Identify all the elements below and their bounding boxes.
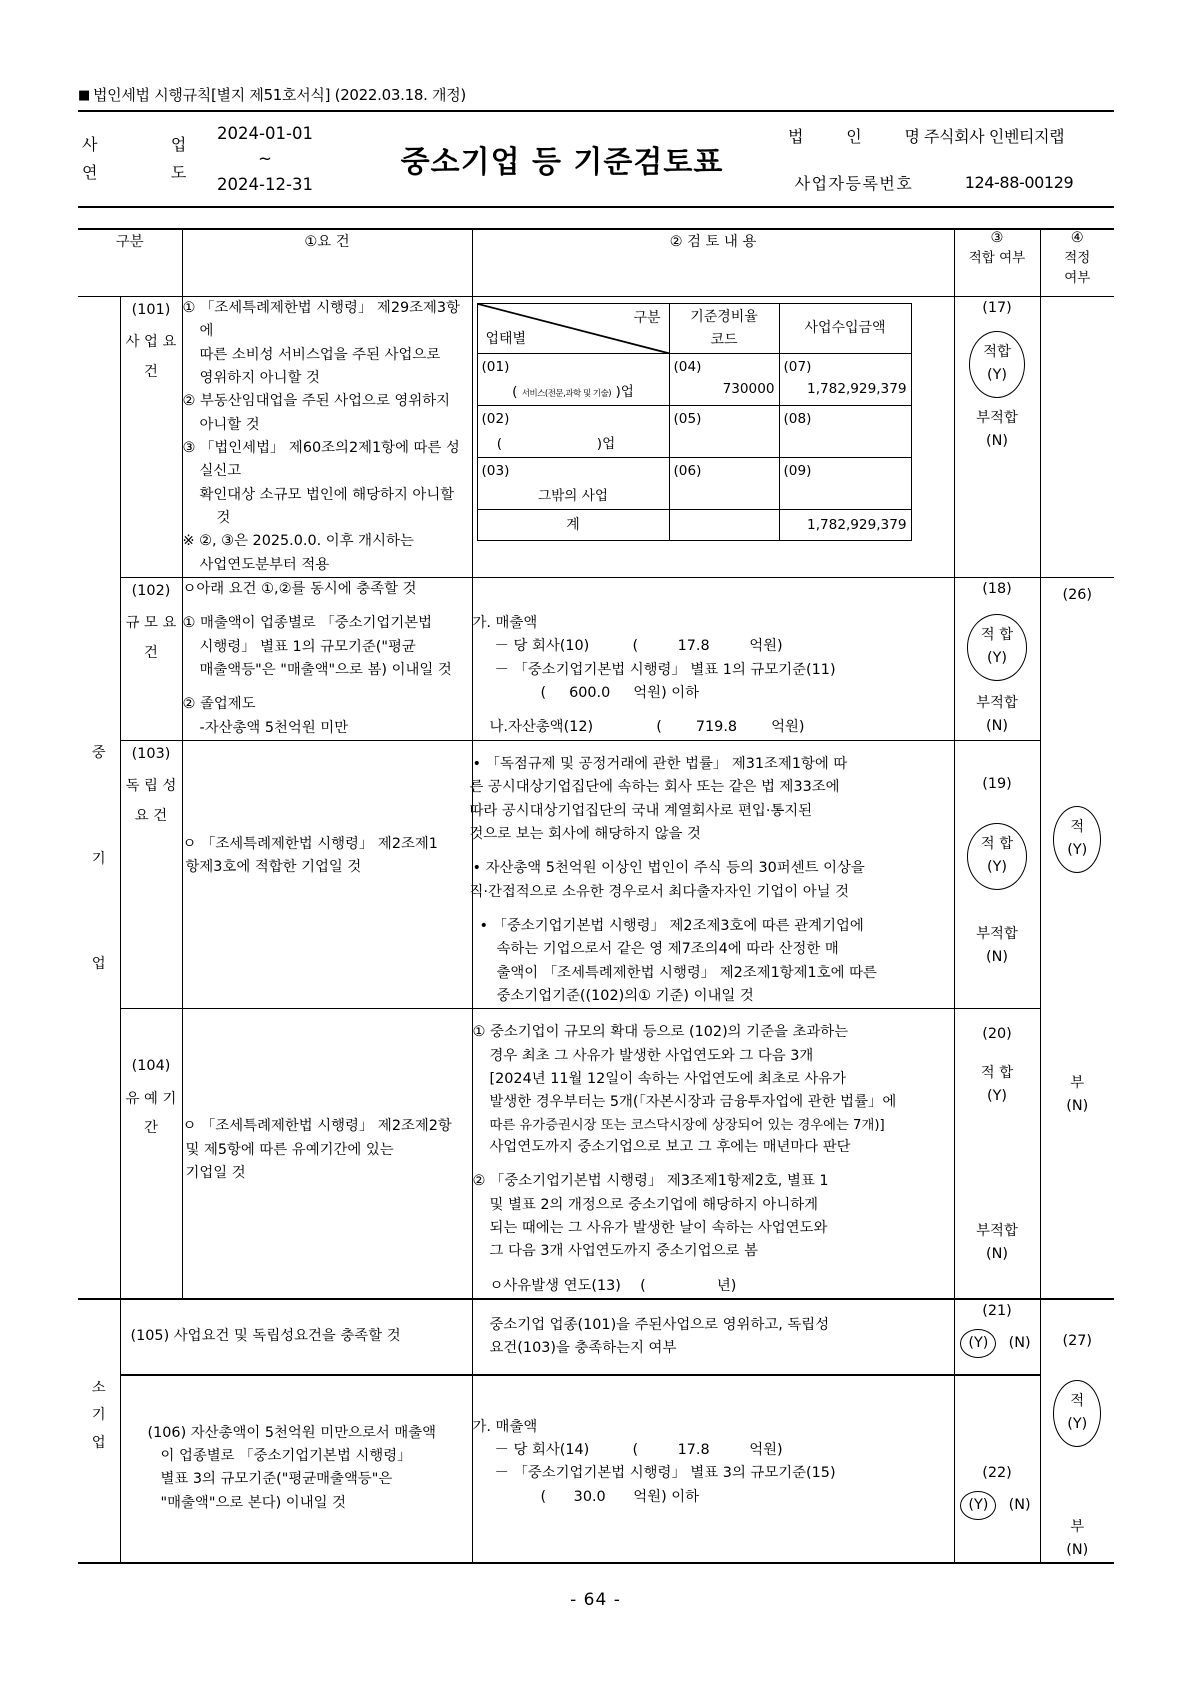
group-col-mid-2 xyxy=(78,740,120,1008)
row-104-fit-no[interactable]: 부적합 (N) xyxy=(976,1223,1018,1263)
fy-label-char1: 사 xyxy=(82,135,98,154)
row-104-number: (104) 유 예 기 간 xyxy=(120,1009,182,1299)
form-note xyxy=(78,84,466,105)
row-102-number: (102) 규 모 요 건 xyxy=(120,577,182,740)
inner-head-code: 기준경비율 코드 xyxy=(669,304,779,354)
inner-total-label: 계 xyxy=(477,510,669,541)
inner-head-gubun: 구분 xyxy=(633,310,661,326)
row-106-standard-value: 30.0 xyxy=(573,1488,606,1505)
row-102-company-sales-value: 17.8 xyxy=(677,638,710,655)
group-col-small-1 xyxy=(78,1299,120,1375)
row-106 xyxy=(78,1375,1114,1563)
row-101-number: (101) 사 업 요 건 xyxy=(120,297,182,578)
inner-row-total xyxy=(477,510,911,541)
inner-row-01 xyxy=(477,354,911,406)
inner-head-uptae: 업태별 xyxy=(485,330,527,347)
row-106-company-sales-label: － 당 회사(14) xyxy=(494,1442,590,1459)
col-header-requirement: ①요 건 xyxy=(182,229,472,297)
row-102-fit-number: (18) xyxy=(982,580,1012,597)
group-mid-char3: 업 xyxy=(91,956,106,973)
adequate-26-number: (26) xyxy=(1062,586,1093,603)
inner-head-amount: 사업수입금액 xyxy=(779,304,911,354)
row-102 xyxy=(78,577,1114,740)
fy-label-char2: 업 xyxy=(170,135,186,154)
group-small-char1: 소 xyxy=(91,1379,106,1396)
row-105-fit-number: (21) xyxy=(982,1303,1012,1319)
row-101-adequate xyxy=(1040,297,1114,578)
row-103-vlabel: 독 립 성 요 건 xyxy=(125,778,177,824)
fy-label-char3: 연 xyxy=(82,163,98,182)
inner-row3-code: (06) xyxy=(669,458,779,510)
row-105-fit-no[interactable]: (N) xyxy=(1008,1335,1031,1352)
row-104-fit-yes[interactable]: 적 합 (Y) xyxy=(980,1065,1014,1105)
row-102-assets-label: 나.자산총액(12) xyxy=(489,719,594,736)
group-col-spacer-101 xyxy=(78,297,120,578)
row-103-review: • 「독점규제 및 공정거래에 관한 법률」 제31조제1항에 따 른 공시대상기업집단에 속하는 회사 또는 같은 법 제33조에 따라 공시대상기업집단의 국내 계열회사로 편입·통지된 것으로 보는 회사에 해당하지 않을 것 • 자산총액 5천억원 이상인 법인이 주식 등의 30퍼센트 이상을 직·간접적으로 소유한 경우로서 최다출자자인 기업이 아닐 것 • 「중소기업기본법 시행령」 제2조제3호에 따른 관계기업에 속하는 기업으로서 같은 영 제7조의4에 따라 산정한 매 출액이 「조세특례제한법 시행령」 제2조제1항제1호에 따른 중소기업기준((102)의① 기준) 이내일 것 xyxy=(472,740,954,1008)
row-102-requirement: ㅇ아래 요건 ①,②를 동시에 충족할 것 ① 매출액이 업종별로 「중소기업기본법 시행령」 별표 1의 규모기준("평균 매출액등"은 "매출액"으로 봄) 이내일 것 ② 졸업제도 -자산총액 5천억원 미만 xyxy=(182,577,472,740)
biz-no-label xyxy=(784,159,924,207)
row-101-fit-no[interactable]: 부적합 (N) xyxy=(976,409,1018,449)
row-105-fit-yes[interactable]: (Y) xyxy=(963,1331,993,1356)
inner-header-row xyxy=(477,304,911,354)
business-income-table xyxy=(477,303,912,541)
inner-total-amount: 1,782,929,379 xyxy=(779,510,911,541)
row-102-fit-yes[interactable]: 적 합 (Y) xyxy=(969,615,1025,680)
row-102-assets-value: 719.8 xyxy=(695,719,738,736)
biz-no-label-text: 사업자등록번호 xyxy=(794,174,914,193)
row-106-requirement: (106) 자산총액이 5천억원 미만으로서 매출액 이 업종별로 「중소기업기본법 시행령」 별표 3의 규모기준("평균매출액등"은 "매출액"으로 본다) 이내일 것 xyxy=(120,1375,472,1563)
inner-row-02 xyxy=(477,406,911,458)
biz-no-value: 124-88-00129 xyxy=(924,159,1114,207)
inner-row1-code: (04) 730000 xyxy=(669,354,779,406)
header-table xyxy=(78,110,1114,208)
adequate-27-yes[interactable]: 적 (Y) xyxy=(1055,1381,1099,1446)
row1-amount-value: 1,782,929,379 xyxy=(807,381,907,398)
criteria-table xyxy=(78,228,1114,1564)
group-small-char3: 업 xyxy=(91,1434,106,1451)
row-104-vlabel: 유 예 기 간 xyxy=(125,1090,177,1137)
inner-row-03 xyxy=(477,458,911,510)
row-103 xyxy=(78,740,1114,1008)
col-header-fit: ③ 적합 여부 xyxy=(954,229,1040,297)
row-102-standard-value: 600.0 xyxy=(569,684,611,701)
group-small-char2: 기 xyxy=(91,1407,106,1424)
corp-name-value: 주식회사 인벤티지랩 xyxy=(924,111,1114,159)
row-103-fit-no[interactable]: 부적합 (N) xyxy=(976,925,1018,965)
document-title-cell xyxy=(340,111,784,207)
row1-code-value: 730000 xyxy=(722,381,775,398)
row-106-fit[interactable] xyxy=(954,1375,1040,1563)
corp-label-char1: 법 xyxy=(788,127,804,146)
corp-label-char3: 명 xyxy=(904,127,920,146)
row-105-requirement: (105) 사업요건 및 독립성요건을 충족할 것 xyxy=(120,1299,472,1375)
row-102-review: 가. 매출액 － 당 회사(10) ( 17.8 억원) － 「중소기업기본법 시행령」 별표 1의 규모기준(11) ( 600.0 억원) 이하 나.자산총액(12) ( 719.8 억원) xyxy=(472,577,954,740)
row-105-fit-marks[interactable] xyxy=(955,1331,1040,1356)
inner-row3-amount: (09) xyxy=(779,458,911,510)
row-106-fit-yes[interactable]: (Y) xyxy=(963,1493,993,1518)
col-header-review: ② 검 토 내 용 xyxy=(472,229,954,297)
row-105-adequate[interactable] xyxy=(1040,1299,1114,1563)
row-101-fit-number: (17) xyxy=(982,300,1012,316)
inner-row1-amount: (07) 1,782,929,379 xyxy=(779,354,911,406)
row-101-fit-yes[interactable]: 적합 (Y) xyxy=(971,332,1023,397)
row-101-requirement: ① 「조세특례제한법 시행령」 제29조제3항에 따른 소비성 서비스업을 주된 사업으로 영위하지 아니할 것 ② 부동산임대업을 주된 사업으로 영위하지 아니할 것 ③ 「법인세법」 제60조의2제1항에 따른 성실신고 확인대상 소규모 법인에 해당하지 아니할 것 ※ ②, ③은 2025.0.0. 이후 개시하는 사업연도분부터 적용 xyxy=(182,297,472,578)
row-106-fit-marks[interactable] xyxy=(955,1493,1040,1518)
table-header-row xyxy=(78,229,1114,297)
group-mid-char1: 중 xyxy=(91,745,106,762)
row-105 xyxy=(78,1299,1114,1375)
row-101-fit[interactable] xyxy=(954,297,1040,578)
inner-total-code xyxy=(669,510,779,541)
row-106-review: 가. 매출액 － 당 회사(14) ( 17.8 억원) － 「중소기업기본법 시행령」 별표 3의 규모기준(15) ( 30.0 억원) 이하 xyxy=(472,1375,954,1563)
row-103-requirement: ㅇ 「조세특례제한법 시행령」 제2조제1 항제3호에 적합한 기업일 것 xyxy=(182,740,472,1008)
fy-label-char4: 도 xyxy=(170,163,186,182)
row-104-fit[interactable] xyxy=(954,1009,1040,1299)
row-104 xyxy=(78,1009,1114,1299)
inner-row3-biz: (03) 그밖의 사업 xyxy=(477,458,669,510)
row-102-adequate[interactable] xyxy=(1040,577,1114,1299)
row1-biz-type: 서비스(전문,과학 및 기술) xyxy=(521,389,612,400)
row-101-review xyxy=(472,297,954,578)
col-header-adequate: ④ 적정 여부 xyxy=(1040,229,1114,297)
row-104-requirement: ㅇ 「조세특례제한법 시행령」 제2조제2항 및 제5항에 따른 유예기간에 있는 기업일 것 xyxy=(182,1009,472,1299)
row-106-company-sales-value: 17.8 xyxy=(677,1442,710,1459)
fiscal-year-label xyxy=(78,111,190,207)
row-103-fit[interactable] xyxy=(954,740,1040,1008)
fiscal-year-value xyxy=(190,111,340,207)
form-note-text: 법인세법 시행규칙[별지 제51호서식] (2022.03.18. 개정) xyxy=(92,86,466,104)
row-106-fit-number: (22) xyxy=(982,1464,1012,1481)
adequate-26-yes[interactable]: 적 (Y) xyxy=(1055,807,1099,872)
fiscal-year-tilde: ~ xyxy=(258,149,272,169)
inner-row2-amount: (08) xyxy=(779,406,911,458)
group-mid-char2: 기 xyxy=(91,850,106,867)
row-102-fit[interactable] xyxy=(954,577,1040,740)
row-103-number: (103) 독 립 성 요 건 xyxy=(120,740,182,1008)
row-101 xyxy=(78,297,1114,578)
col-header-gubun: 구분 xyxy=(78,229,182,297)
row-101-vlabel: 사 업 요 건 xyxy=(125,334,177,380)
bullet-square-icon: ■ xyxy=(78,88,90,103)
row-103-fit-yes[interactable]: 적 합 (Y) xyxy=(969,824,1025,889)
adequate-26-no[interactable]: 부 (N) xyxy=(1066,1074,1089,1114)
fiscal-year-end: 2024-12-31 xyxy=(217,174,313,194)
row-105-fit[interactable] xyxy=(954,1299,1040,1375)
row-103-fit-number: (19) xyxy=(982,775,1012,792)
row-102-vlabel: 규 모 요 건 xyxy=(125,615,177,661)
adequate-27-no[interactable]: 부 (N) xyxy=(1066,1518,1089,1558)
page-number: - 64 - xyxy=(570,1590,621,1610)
row-102-fit-no[interactable]: 부적합 (N) xyxy=(976,694,1018,734)
inner-gubun-uptae-cell xyxy=(477,304,669,354)
row-104-review: ① 중소기업이 규모의 확대 등으로 (102)의 기준을 초과하는 경우 최초 그 사유가 발생한 사업연도와 그 다음 3개 [2024년 11월 12일이 속하는 사업연도에 최초로 사유가 발생한 경우부터는 5개(「자본시장과 금융투자업에 관한 법률」에 따른 유가증권시장 또는 코스닥시장에 상장되어 있는 경우에는 7개)] 사업연도까지 중소기업으로 보고 그 후에는 매년마다 판단 ② 「중소기업기본법 시행령」 제3조제1항제2호, 별표 1 및 별표 2의 개정으로 중소기업에 해당하지 아니하게 되는 때에는 그 사유가 발생한 날이 속하는 사업연도와 그 다음 3개 사업연도까지 중소기업으로 봄 ㅇ사유발생 연도(13) ( 년) xyxy=(472,1009,954,1299)
row-105-review: 중소기업 업종(101)을 주된사업으로 영위하고, 독립성 요건(103)을 충족하는지 여부 xyxy=(472,1299,954,1375)
row-104-fit-number: (20) xyxy=(982,1026,1012,1043)
fiscal-year-start: 2024-01-01 xyxy=(217,123,313,143)
row-104-year-label: ㅇ사유발생 연도(13) xyxy=(489,1277,621,1294)
group-col-mid-1 xyxy=(78,577,120,740)
page-title: 중소기업 등 기준검토표 xyxy=(400,145,724,180)
group-col-small-2 xyxy=(78,1375,120,1563)
inner-row2-code: (05) xyxy=(669,406,779,458)
inner-row1-biz: (01) ( 서비스(전문,과학 및 기술) )업 xyxy=(477,354,669,406)
corp-name-label xyxy=(784,111,924,159)
row-106-fit-no[interactable]: (N) xyxy=(1008,1496,1031,1513)
inner-row2-biz: (02) ( )업 xyxy=(477,406,669,458)
group-col-mid-3 xyxy=(78,1009,120,1299)
row-102-company-sales-label: － 당 회사(10) xyxy=(494,638,590,655)
adequate-27-number: (27) xyxy=(1062,1333,1093,1349)
corp-label-char2: 인 xyxy=(846,127,862,146)
